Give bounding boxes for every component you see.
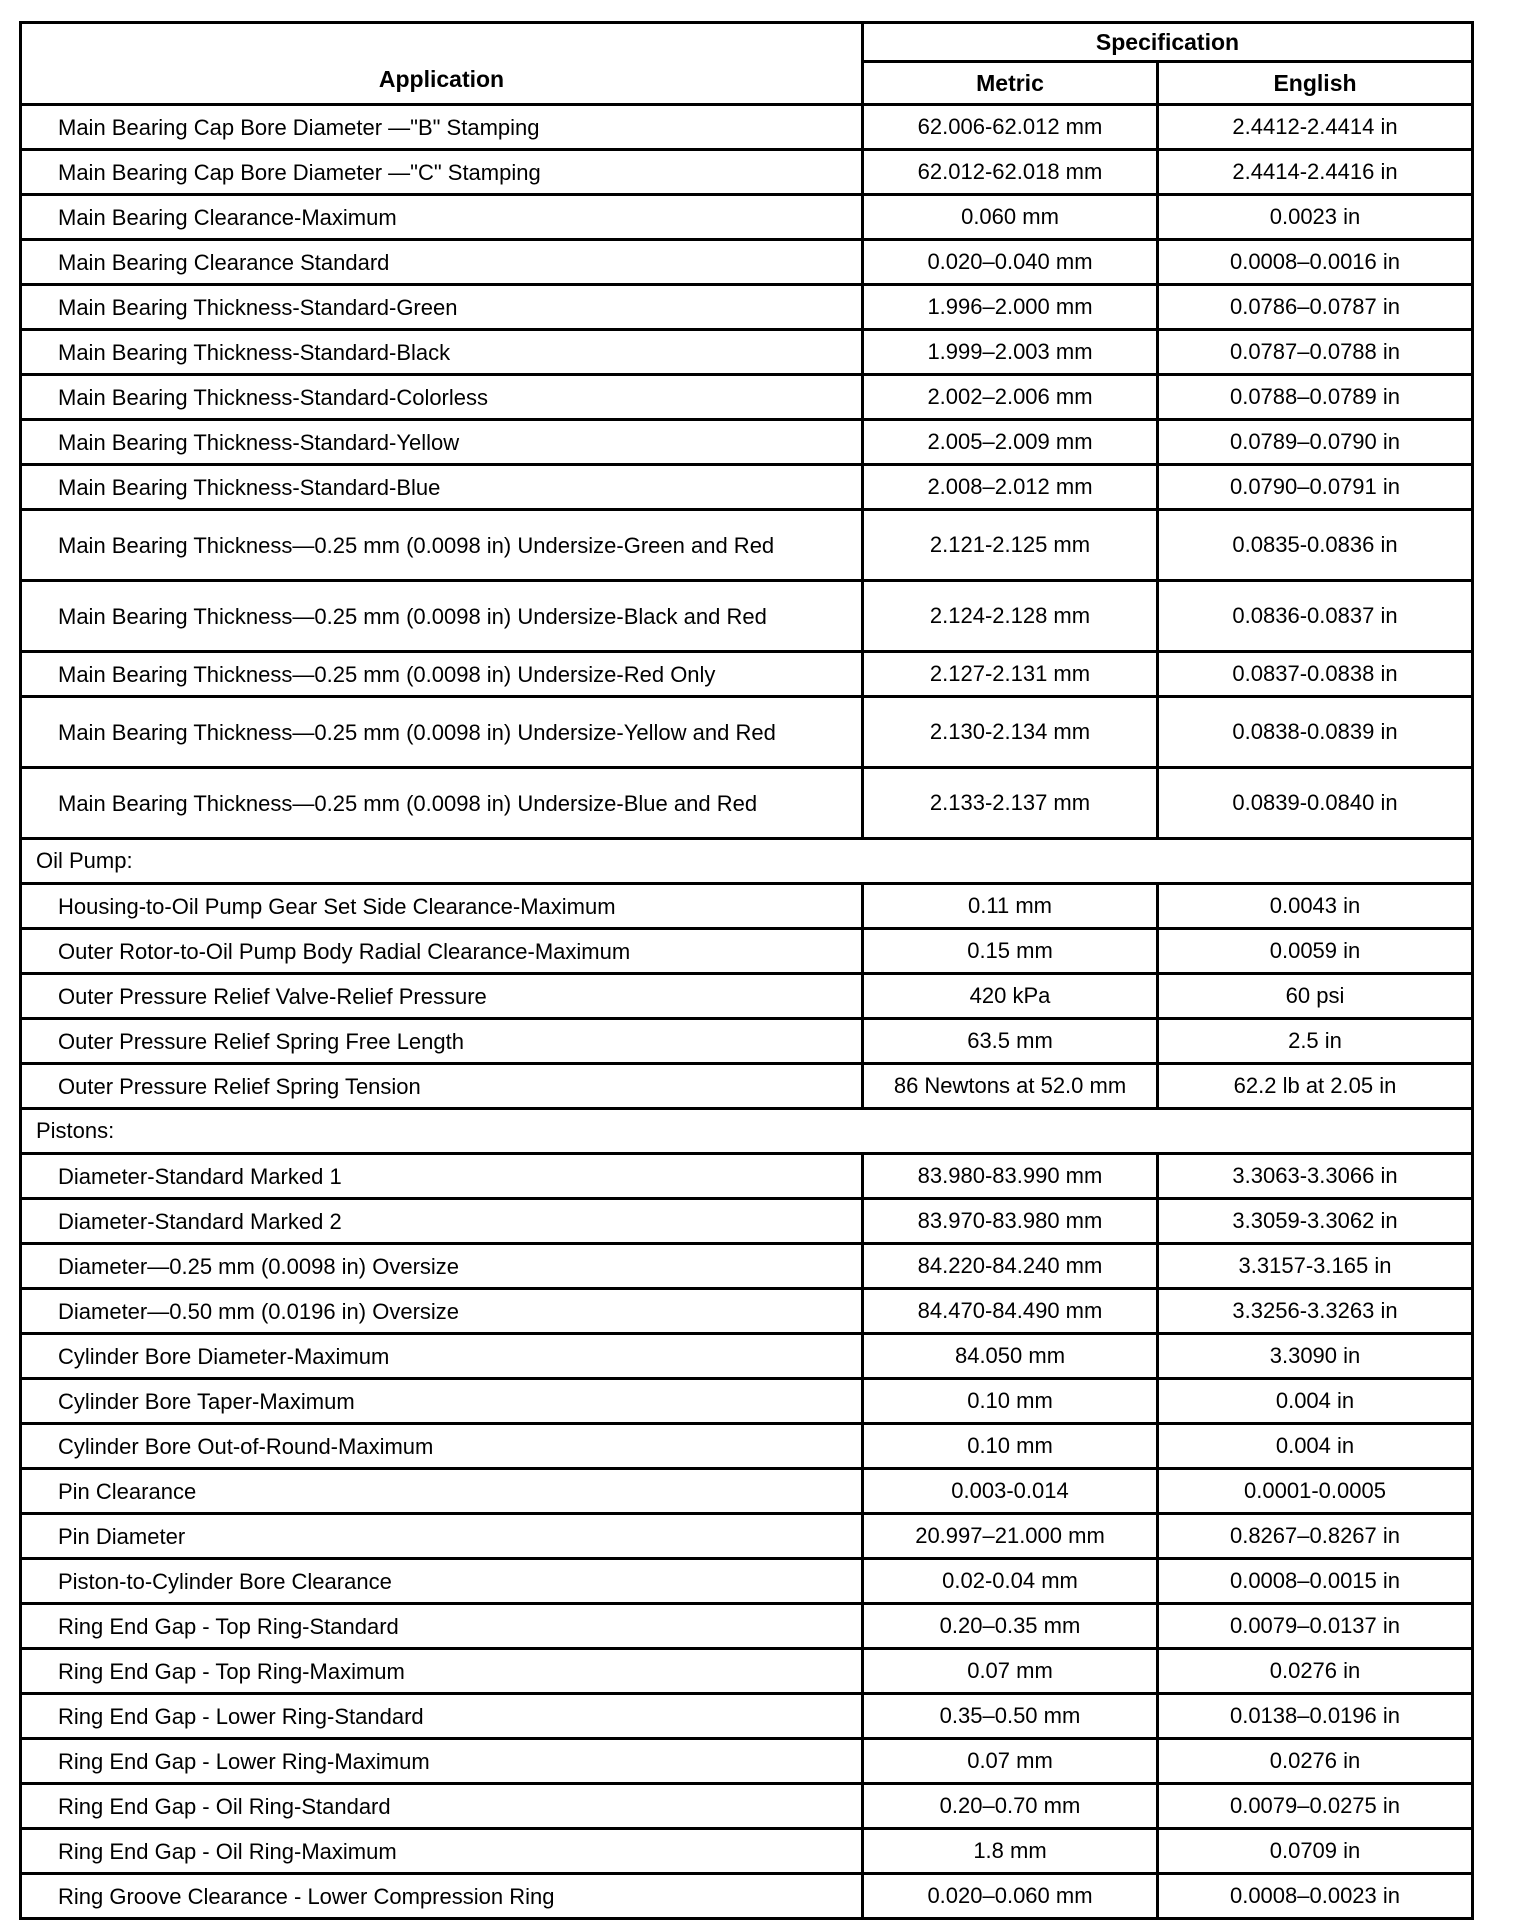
table-row <box>21 195 1473 240</box>
application-cell: Main Bearing Clearance Standard <box>21 240 863 285</box>
table-row <box>21 1514 1473 1559</box>
table-row <box>21 1064 1473 1109</box>
application-cell: Main Bearing Clearance-Maximum <box>21 195 863 240</box>
application-cell: Main Bearing Thickness—0.25 mm (0.0098 in) Undersize-Red Only <box>21 652 863 697</box>
english-cell: 0.0023 in <box>1158 195 1473 240</box>
english-cell: 0.0138–0.0196 in <box>1158 1694 1473 1739</box>
table-row <box>21 150 1473 195</box>
metric-cell: 0.003-0.014 <box>863 1469 1158 1514</box>
english-cell: 0.0001-0.0005 <box>1158 1469 1473 1514</box>
application-cell: Main Bearing Cap Bore Diameter —"C" Stamping <box>21 150 863 195</box>
application-cell: Outer Pressure Relief Spring Tension <box>21 1064 863 1109</box>
metric-header: Metric <box>863 62 1158 105</box>
table-row <box>21 285 1473 330</box>
metric-cell: 0.10 mm <box>863 1424 1158 1469</box>
table-row <box>21 1874 1473 1919</box>
metric-cell: 1.996–2.000 mm <box>863 285 1158 330</box>
metric-cell: 0.060 mm <box>863 195 1158 240</box>
metric-cell: 0.020–0.060 mm <box>863 1874 1158 1919</box>
english-cell: 0.0789–0.0790 in <box>1158 420 1473 465</box>
metric-cell: 83.980-83.990 mm <box>863 1154 1158 1199</box>
english-cell: 0.0079–0.0137 in <box>1158 1604 1473 1649</box>
section-title: Oil Pump: <box>21 839 1473 884</box>
english-cell: 62.2 lb at 2.05 in <box>1158 1064 1473 1109</box>
english-cell: 0.004 in <box>1158 1424 1473 1469</box>
application-cell: Housing-to-Oil Pump Gear Set Side Clearance-Maximum <box>21 884 863 929</box>
english-cell: 3.3063-3.3066 in <box>1158 1154 1473 1199</box>
metric-cell: 84.470-84.490 mm <box>863 1289 1158 1334</box>
table-row <box>21 510 1473 581</box>
table-row <box>21 1739 1473 1784</box>
table-row <box>21 1784 1473 1829</box>
application-cell: Ring End Gap - Oil Ring-Maximum <box>21 1829 863 1874</box>
metric-cell: 420 kPa <box>863 974 1158 1019</box>
application-cell: Outer Pressure Relief Valve-Relief Pressure <box>21 974 863 1019</box>
application-cell: Main Bearing Thickness-Standard-Colorless <box>21 375 863 420</box>
table-row <box>21 1559 1473 1604</box>
application-cell: Main Bearing Thickness—0.25 mm (0.0098 in) Undersize-Black and Red <box>21 581 863 652</box>
table-row <box>21 1469 1473 1514</box>
english-header: English <box>1158 62 1473 105</box>
table-row <box>21 1019 1473 1064</box>
table-row <box>21 581 1473 652</box>
application-cell: Outer Rotor-to-Oil Pump Body Radial Clearance-Maximum <box>21 929 863 974</box>
application-cell: Cylinder Bore Out-of-Round-Maximum <box>21 1424 863 1469</box>
metric-cell: 62.006-62.012 mm <box>863 105 1158 150</box>
english-cell: 3.3059-3.3062 in <box>1158 1199 1473 1244</box>
application-cell: Cylinder Bore Diameter-Maximum <box>21 1334 863 1379</box>
metric-cell: 63.5 mm <box>863 1019 1158 1064</box>
metric-cell: 2.130-2.134 mm <box>863 697 1158 768</box>
specification-table <box>19 21 1474 1920</box>
table-row <box>21 420 1473 465</box>
table-row <box>21 1334 1473 1379</box>
metric-cell: 2.008–2.012 mm <box>863 465 1158 510</box>
application-cell: Main Bearing Thickness—0.25 mm (0.0098 in) Undersize-Blue and Red <box>21 768 863 839</box>
table-row <box>21 1604 1473 1649</box>
english-cell: 3.3157-3.165 in <box>1158 1244 1473 1289</box>
application-cell: Ring End Gap - Oil Ring-Standard <box>21 1784 863 1829</box>
english-cell: 0.0008–0.0023 in <box>1158 1874 1473 1919</box>
metric-cell: 0.20–0.70 mm <box>863 1784 1158 1829</box>
metric-cell: 0.11 mm <box>863 884 1158 929</box>
metric-cell: 2.121-2.125 mm <box>863 510 1158 581</box>
english-cell: 2.5 in <box>1158 1019 1473 1064</box>
application-cell: Outer Pressure Relief Spring Free Length <box>21 1019 863 1064</box>
application-cell: Diameter—0.50 mm (0.0196 in) Oversize <box>21 1289 863 1334</box>
application-cell: Diameter—0.25 mm (0.0098 in) Oversize <box>21 1244 863 1289</box>
metric-cell: 2.005–2.009 mm <box>863 420 1158 465</box>
application-cell: Main Bearing Thickness—0.25 mm (0.0098 in) Undersize-Yellow and Red <box>21 697 863 768</box>
english-cell: 0.0276 in <box>1158 1739 1473 1784</box>
metric-cell: 2.133-2.137 mm <box>863 768 1158 839</box>
application-cell: Main Bearing Thickness—0.25 mm (0.0098 in) Undersize-Green and Red <box>21 510 863 581</box>
application-cell: Main Bearing Thickness-Standard-Blue <box>21 465 863 510</box>
table-row <box>21 1289 1473 1334</box>
english-cell: 0.0835-0.0836 in <box>1158 510 1473 581</box>
english-cell: 0.0079–0.0275 in <box>1158 1784 1473 1829</box>
english-cell: 0.0836-0.0837 in <box>1158 581 1473 652</box>
application-cell: Main Bearing Thickness-Standard-Green <box>21 285 863 330</box>
application-cell: Ring Groove Clearance - Lower Compression Ring <box>21 1874 863 1919</box>
application-cell: Main Bearing Thickness-Standard-Yellow <box>21 420 863 465</box>
english-cell: 0.0838-0.0839 in <box>1158 697 1473 768</box>
english-cell: 60 psi <box>1158 974 1473 1019</box>
table-row <box>21 1694 1473 1739</box>
table-body <box>21 105 1473 1919</box>
section-row <box>21 1109 1473 1154</box>
english-cell: 0.0043 in <box>1158 884 1473 929</box>
table-row <box>21 1649 1473 1694</box>
metric-cell: 0.35–0.50 mm <box>863 1694 1158 1739</box>
metric-cell: 2.002–2.006 mm <box>863 375 1158 420</box>
application-cell: Diameter-Standard Marked 1 <box>21 1154 863 1199</box>
application-cell: Piston-to-Cylinder Bore Clearance <box>21 1559 863 1604</box>
metric-cell: 2.124-2.128 mm <box>863 581 1158 652</box>
metric-cell: 0.10 mm <box>863 1379 1158 1424</box>
english-cell: 0.0788–0.0789 in <box>1158 375 1473 420</box>
metric-cell: 62.012-62.018 mm <box>863 150 1158 195</box>
metric-cell: 20.997–21.000 mm <box>863 1514 1158 1559</box>
english-cell: 0.8267–0.8267 in <box>1158 1514 1473 1559</box>
table-row <box>21 1244 1473 1289</box>
table-row <box>21 1424 1473 1469</box>
english-cell: 2.4414-2.4416 in <box>1158 150 1473 195</box>
metric-cell: 0.07 mm <box>863 1739 1158 1784</box>
metric-cell: 84.220-84.240 mm <box>863 1244 1158 1289</box>
application-cell: Main Bearing Cap Bore Diameter —"B" Stamping <box>21 105 863 150</box>
metric-cell: 86 Newtons at 52.0 mm <box>863 1064 1158 1109</box>
table-row <box>21 884 1473 929</box>
application-cell: Pin Diameter <box>21 1514 863 1559</box>
english-cell: 0.0008–0.0016 in <box>1158 240 1473 285</box>
specification-header: Specification <box>863 23 1473 62</box>
table-row <box>21 240 1473 285</box>
english-cell: 3.3256-3.3263 in <box>1158 1289 1473 1334</box>
table-row <box>21 768 1473 839</box>
english-cell: 0.0787–0.0788 in <box>1158 330 1473 375</box>
application-cell: Ring End Gap - Lower Ring-Maximum <box>21 1739 863 1784</box>
application-cell: Cylinder Bore Taper-Maximum <box>21 1379 863 1424</box>
table-row <box>21 1199 1473 1244</box>
application-header: Application <box>21 23 863 105</box>
table-row <box>21 330 1473 375</box>
application-cell: Pin Clearance <box>21 1469 863 1514</box>
english-cell: 0.004 in <box>1158 1379 1473 1424</box>
metric-cell: 1.8 mm <box>863 1829 1158 1874</box>
metric-cell: 2.127-2.131 mm <box>863 652 1158 697</box>
table-row <box>21 697 1473 768</box>
metric-cell: 0.020–0.040 mm <box>863 240 1158 285</box>
english-cell: 0.0059 in <box>1158 929 1473 974</box>
english-cell: 0.0709 in <box>1158 1829 1473 1874</box>
english-cell: 3.3090 in <box>1158 1334 1473 1379</box>
english-cell: 0.0790–0.0791 in <box>1158 465 1473 510</box>
section-row <box>21 839 1473 884</box>
english-cell: 0.0839-0.0840 in <box>1158 768 1473 839</box>
table-row <box>21 105 1473 150</box>
table-row <box>21 1829 1473 1874</box>
metric-cell: 0.02-0.04 mm <box>863 1559 1158 1604</box>
metric-cell: 83.970-83.980 mm <box>863 1199 1158 1244</box>
table-row <box>21 375 1473 420</box>
english-cell: 0.0276 in <box>1158 1649 1473 1694</box>
english-cell: 0.0008–0.0015 in <box>1158 1559 1473 1604</box>
table-row <box>21 652 1473 697</box>
table-row <box>21 1379 1473 1424</box>
application-cell: Main Bearing Thickness-Standard-Black <box>21 330 863 375</box>
application-cell: Ring End Gap - Top Ring-Standard <box>21 1604 863 1649</box>
metric-cell: 0.15 mm <box>863 929 1158 974</box>
metric-cell: 0.07 mm <box>863 1649 1158 1694</box>
english-cell: 2.4412-2.4414 in <box>1158 105 1473 150</box>
metric-cell: 0.20–0.35 mm <box>863 1604 1158 1649</box>
english-cell: 0.0837-0.0838 in <box>1158 652 1473 697</box>
section-title: Pistons: <box>21 1109 1473 1154</box>
table-row <box>21 1154 1473 1199</box>
english-cell: 0.0786–0.0787 in <box>1158 285 1473 330</box>
application-cell: Diameter-Standard Marked 2 <box>21 1199 863 1244</box>
table-row <box>21 465 1473 510</box>
table-row <box>21 929 1473 974</box>
metric-cell: 1.999–2.003 mm <box>863 330 1158 375</box>
metric-cell: 84.050 mm <box>863 1334 1158 1379</box>
application-cell: Ring End Gap - Top Ring-Maximum <box>21 1649 863 1694</box>
table-row <box>21 974 1473 1019</box>
application-cell: Ring End Gap - Lower Ring-Standard <box>21 1694 863 1739</box>
